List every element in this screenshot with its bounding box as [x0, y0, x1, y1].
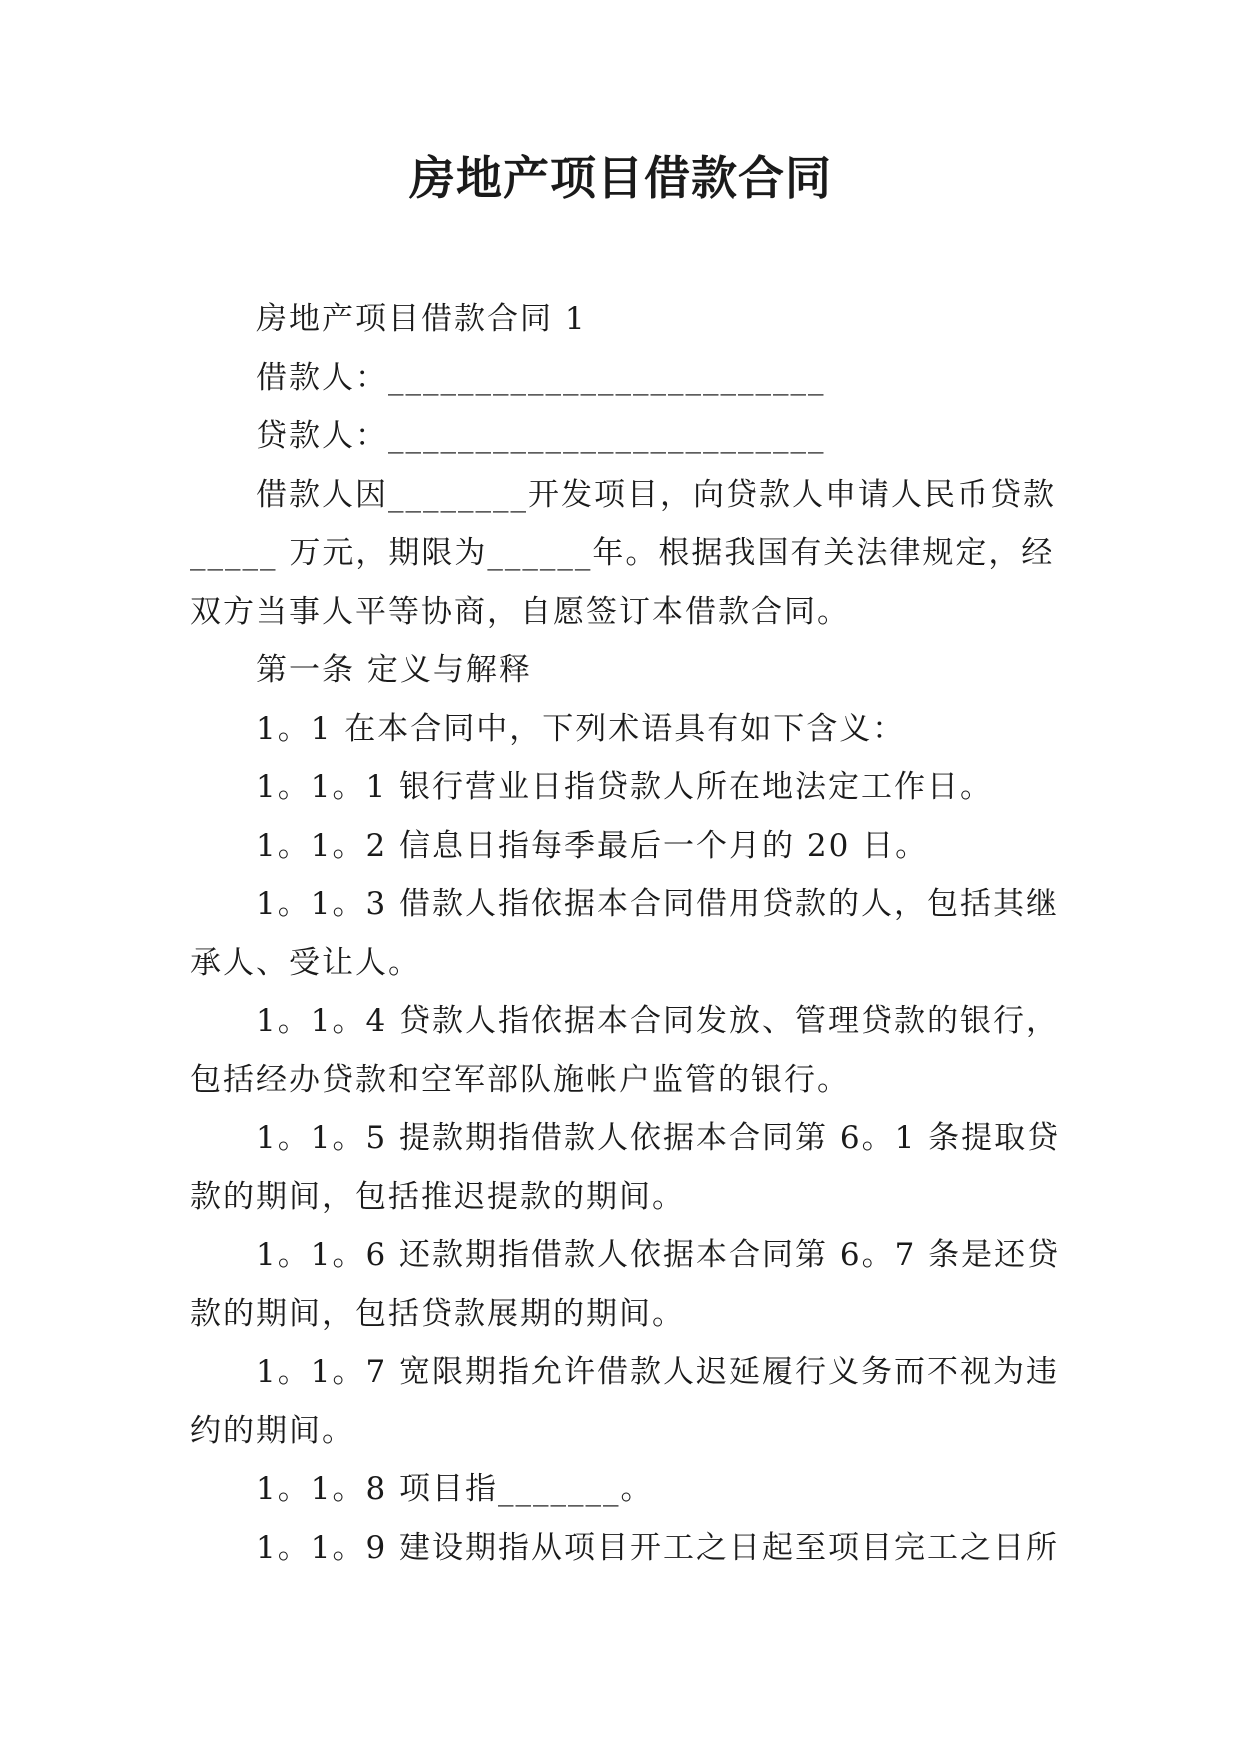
paragraph-lender: 贷款人：_________________________: [256, 418, 826, 454]
paragraph-1-1-5: 1。1。5 提款期指借款人依据本合同第 6。1 条提取贷款的期间，包括推迟提款的期间。: [190, 1120, 1061, 1215]
paragraph-article-1: 第一条 定义与解释: [256, 652, 532, 688]
paragraph-preamble: 借款人因________开发项目，向贷款人申请人民币贷款_____ 万元，期限为______年。根据我国有关法律规定，经双方当事人平等协商，自愿签订本借款合同。: [190, 476, 1056, 630]
paragraph-1-1-8: 1。1。8 项目指_______。: [256, 1471, 654, 1507]
document-title: 房地产项目借款合同: [409, 151, 832, 205]
paragraph-1-1-2: 1。1。2 信息日指每季最后一个月的 20 日。: [256, 827, 929, 864]
paragraph-heading: 房地产项目借款合同 1: [256, 301, 587, 337]
paragraph-borrower: 借款人：_________________________: [256, 359, 826, 396]
paragraph-1-1-7: 1。1。7 宽限期指允许借款人迟延履行义务而不视为违约的期间。: [190, 1354, 1060, 1449]
paragraph-1-1-9: 1。1。9 建设期指从项目开工之日起至项目完工之日所: [256, 1529, 1060, 1566]
paragraph-1-1-1: 1。1。1 银行营业日指贷款人所在地法定工作日。: [256, 769, 994, 805]
paragraph-1-1-6: 1。1。6 还款期指借款人依据本合同第 6。7 条是还贷款的期间，包括贷款展期的期间。: [190, 1237, 1061, 1332]
document-body: [190, 290, 1065, 1577]
paragraph-1-1: 1。1 在本合同中，下列术语具有如下含义：: [256, 710, 906, 747]
paragraph-1-1-4: 1。1。4 贷款人指依据本合同发放、管理贷款的银行，包括经办贷款和空军部队施帐户监管的银行。: [190, 1003, 1060, 1098]
paragraph-1-1-3: 1。1。3 借款人指依据本合同借用贷款的人，包括其继承人、受让人。: [190, 886, 1060, 981]
